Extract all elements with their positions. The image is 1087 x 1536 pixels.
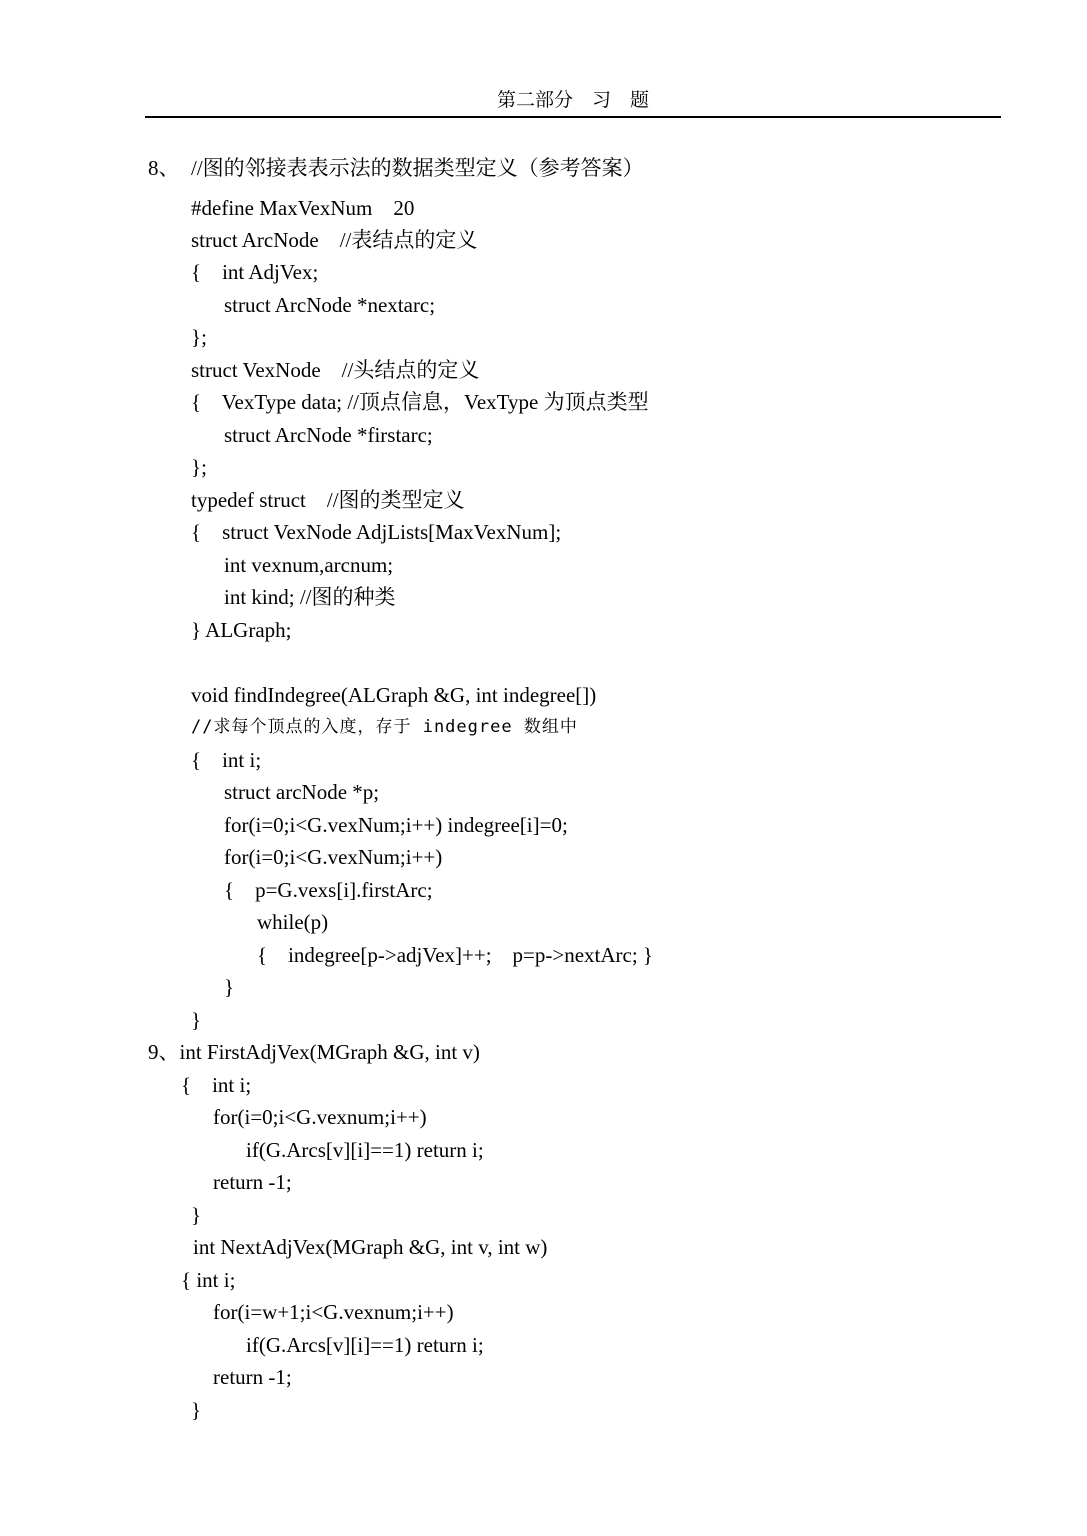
code-line: 9、int FirstAdjVex(MGraph &G, int v) xyxy=(148,1040,480,1064)
code-line: int NextAdjVex(MGraph &G, int v, int w) xyxy=(193,1235,548,1259)
code-line: }; xyxy=(191,325,207,349)
code-line: { int i; xyxy=(181,1073,252,1097)
code-line: //图的邻接表表示法的数据类型定义（参考答案） xyxy=(191,156,644,180)
code-line: int vexnum,arcnum; xyxy=(224,553,394,577)
code-line: { indegree[p->adjVex]++; p=p->nextArc; } xyxy=(257,943,654,967)
code-line: #define MaxVexNum 20 xyxy=(191,196,415,220)
code-line: typedef struct //图的类型定义 xyxy=(191,488,465,512)
code-line: void findIndegree(ALGraph &G, int indegree[]) xyxy=(191,683,597,707)
code-line: } xyxy=(224,975,235,999)
code-line: while(p) xyxy=(257,910,329,934)
code-line: if(G.Arcs[v][i]==1) return i; xyxy=(246,1333,484,1357)
code-line: for(i=0;i<G.vexNum;i++) xyxy=(224,845,443,869)
code-line: int kind; //图的种类 xyxy=(224,585,396,609)
code-line: { p=G.vexs[i].firstArc; xyxy=(224,878,433,902)
code-line: { int i; xyxy=(191,748,262,772)
code-line: for(i=w+1;i<G.vexnum;i++) xyxy=(213,1300,454,1324)
code-line: } xyxy=(191,1203,202,1227)
code-line: struct arcNode *p; xyxy=(224,780,380,804)
code-line: } xyxy=(191,1398,202,1422)
code-line: if(G.Arcs[v][i]==1) return i; xyxy=(246,1138,484,1162)
code-line: { VexType data; //顶点信息，VexType 为顶点类型 xyxy=(191,390,649,414)
page-header xyxy=(145,88,1001,118)
code-line: struct ArcNode *firstarc; xyxy=(224,423,433,447)
code-line: }; xyxy=(191,455,207,479)
code-line: struct VexNode //头结点的定义 xyxy=(191,358,480,382)
code-line: { int AdjVex; xyxy=(191,260,319,284)
code-line: //求每个顶点的入度，存于 indegree 数组中 xyxy=(191,717,578,737)
code-line: { int i; xyxy=(181,1268,236,1292)
code-line: for(i=0;i<G.vexNum;i++) indegree[i]=0; xyxy=(224,813,568,837)
code-line: } xyxy=(191,1008,202,1032)
page-header-title: 第二部分 习 题 xyxy=(496,90,649,111)
code-line: struct ArcNode //表结点的定义 xyxy=(191,228,478,252)
code-line: { struct VexNode AdjLists[MaxVexNum]; xyxy=(191,520,562,544)
code-line: return -1; xyxy=(213,1365,292,1389)
code-line: for(i=0;i<G.vexnum;i++) xyxy=(213,1105,427,1129)
code-line: } ALGraph; xyxy=(191,618,292,642)
code-line: struct ArcNode *nextarc; xyxy=(224,293,436,317)
code-line: return -1; xyxy=(213,1170,292,1194)
code-line: 8、 xyxy=(148,156,180,180)
